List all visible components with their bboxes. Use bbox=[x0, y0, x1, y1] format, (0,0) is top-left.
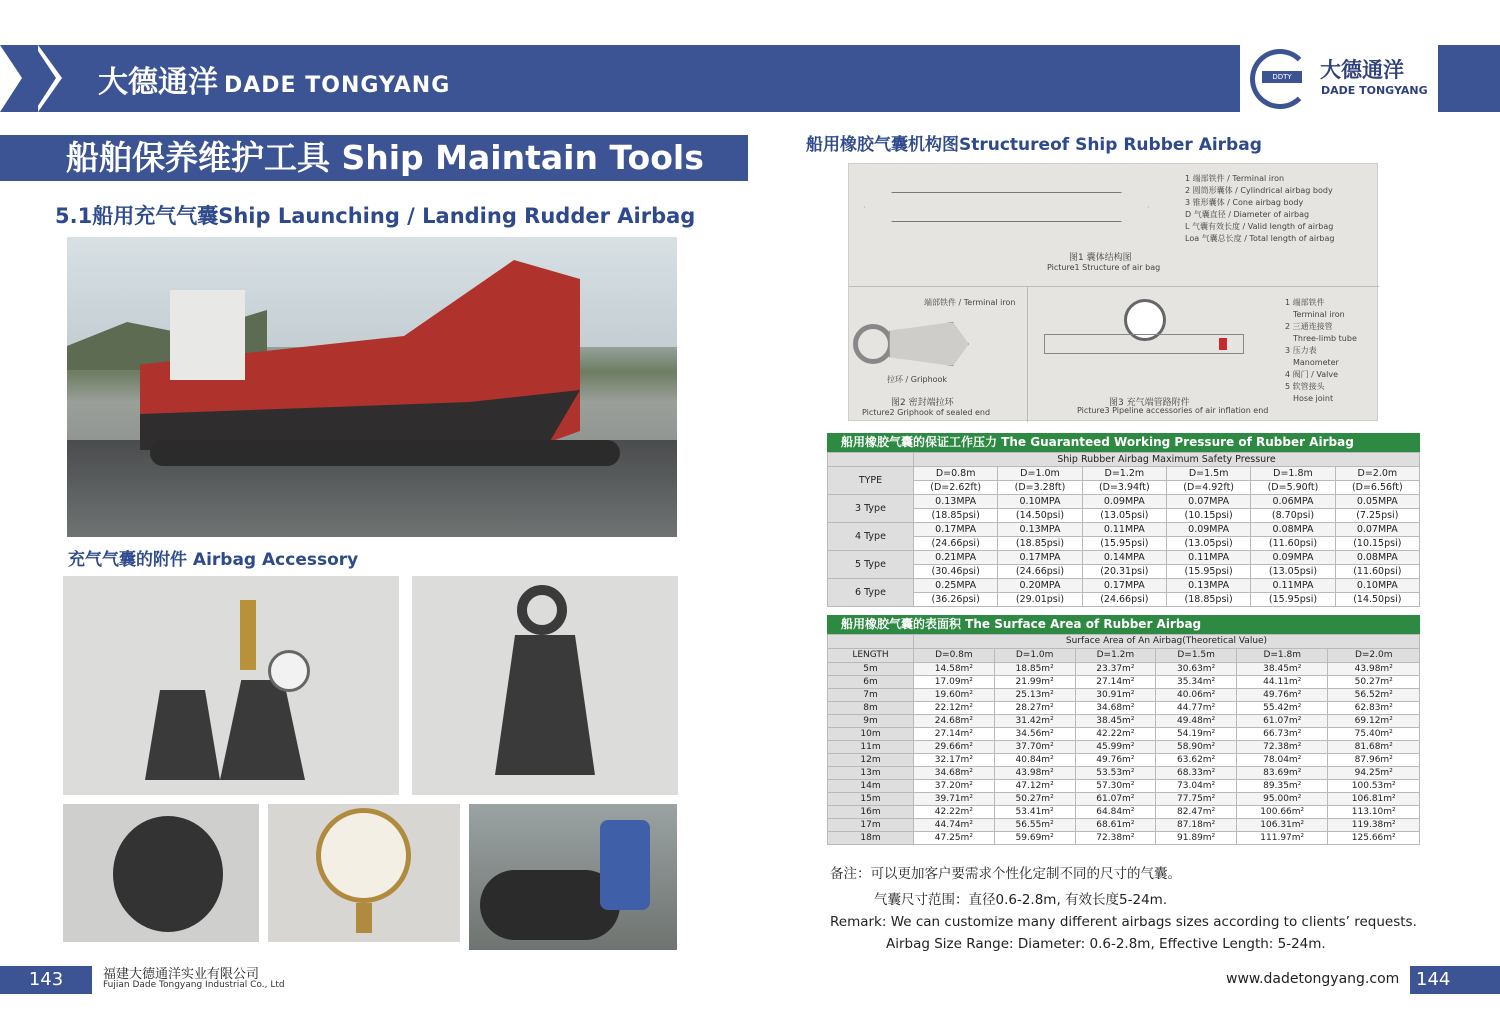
table-row bbox=[828, 728, 1420, 741]
table-cell: 17.09m² bbox=[914, 676, 995, 689]
column-header: D=1.0m bbox=[998, 467, 1082, 481]
table-row bbox=[828, 832, 1420, 845]
table-cell: 49.48m² bbox=[1156, 715, 1237, 728]
table-cell: (36.26psi) bbox=[914, 593, 998, 607]
row-header: 5 Type bbox=[828, 551, 914, 579]
table-row bbox=[828, 793, 1420, 806]
table-row bbox=[828, 565, 1420, 579]
table-cell: 42.22m² bbox=[1075, 728, 1156, 741]
column-header: (D=6.56ft) bbox=[1335, 481, 1419, 495]
airbag-shape bbox=[480, 870, 620, 940]
column-header: (D=3.94ft) bbox=[1082, 481, 1166, 495]
table-cell: 34.56m² bbox=[994, 728, 1075, 741]
table-cell: 0.11MPA bbox=[1082, 523, 1166, 537]
table-cell: 30.91m² bbox=[1075, 689, 1156, 702]
pic1-caption-cn: 图1 囊体结构图 bbox=[1069, 253, 1132, 263]
table-cell bbox=[828, 453, 914, 467]
table-row bbox=[828, 780, 1420, 793]
row-header: 9m bbox=[828, 715, 914, 728]
remark-line: 备注：可以更加客户要需求个性化定制不同的尺寸的气囊。 bbox=[830, 866, 1181, 882]
ship-superstructure bbox=[170, 290, 245, 380]
table-cell: 37.70m² bbox=[994, 741, 1075, 754]
table-cell: 82.47m² bbox=[1156, 806, 1237, 819]
table-cell: 44.77m² bbox=[1156, 702, 1237, 715]
table-row bbox=[828, 551, 1420, 565]
legend-item: D 气囊直径 / Diameter of airbag bbox=[1185, 210, 1310, 219]
row-header: 8m bbox=[828, 702, 914, 715]
table-cell: 14.58m² bbox=[914, 663, 995, 676]
table-cell: 0.17MPA bbox=[914, 523, 998, 537]
table-cell: 0.13MPA bbox=[998, 523, 1082, 537]
legend-item: 1 端部铁件 bbox=[1285, 298, 1325, 307]
table-cell: 29.66m² bbox=[914, 741, 995, 754]
logo-text-en: DADE TONGYANG bbox=[1321, 84, 1428, 97]
table-cell: 75.40m² bbox=[1328, 728, 1420, 741]
table-cell: 39.71m² bbox=[914, 793, 995, 806]
table-cell: 100.66m² bbox=[1237, 806, 1328, 819]
table-cell: (7.25psi) bbox=[1335, 509, 1419, 523]
table-cell: 21.99m² bbox=[994, 676, 1075, 689]
table-cell: 0.21MPA bbox=[914, 551, 998, 565]
row-header: 7m bbox=[828, 689, 914, 702]
table-cell: 113.10m² bbox=[1328, 806, 1420, 819]
company-name-en: Fujian Dade Tongyang Industrial Co., Ltd bbox=[103, 980, 285, 990]
griphook-ring-shape bbox=[517, 585, 567, 635]
legend-item: 1 端部铁件 / Terminal iron bbox=[1185, 174, 1285, 183]
website-link[interactable]: www.dadetongyang.com bbox=[1226, 971, 1400, 987]
table-cell: (14.50psi) bbox=[1335, 593, 1419, 607]
table-cell: 27.14m² bbox=[914, 728, 995, 741]
divider bbox=[849, 286, 1379, 287]
table-cell: (15.95psi) bbox=[1166, 565, 1250, 579]
table-cell: 42.22m² bbox=[914, 806, 995, 819]
table-row bbox=[828, 453, 1420, 467]
row-header: 12m bbox=[828, 754, 914, 767]
griphook-ring-icon bbox=[853, 324, 893, 364]
table-cell: 56.52m² bbox=[1328, 689, 1420, 702]
column-header: D=1.5m bbox=[1166, 467, 1250, 481]
valve-icon bbox=[1219, 338, 1227, 350]
column-header: (D=3.28ft) bbox=[998, 481, 1082, 495]
table-cell: 61.07m² bbox=[1237, 715, 1328, 728]
table-cell: 23.37m² bbox=[1075, 663, 1156, 676]
legend-item: Three-limb tube bbox=[1293, 334, 1357, 343]
legend-item: Hose joint bbox=[1293, 394, 1334, 403]
row-header: 4 Type bbox=[828, 523, 914, 551]
table-cell: 0.09MPA bbox=[1166, 523, 1250, 537]
pic3-caption-en: Picture3 Pipeline accessories of air inflation end bbox=[1077, 406, 1269, 415]
row-header: 6 Type bbox=[828, 579, 914, 607]
table-cell: 44.74m² bbox=[914, 819, 995, 832]
table-cell: (30.46psi) bbox=[914, 565, 998, 579]
legend-item: Manometer bbox=[1293, 358, 1339, 367]
table-cell: 100.53m² bbox=[1328, 780, 1420, 793]
company-name-cn: 福建大德通洋实业有限公司 bbox=[103, 967, 260, 982]
table-row bbox=[828, 806, 1420, 819]
column-header: D=1.0m bbox=[994, 649, 1075, 663]
table-cell: 66.73m² bbox=[1237, 728, 1328, 741]
area-table-block bbox=[827, 615, 1420, 845]
legend-item: Terminal iron bbox=[1293, 310, 1345, 319]
table-cell: 0.13MPA bbox=[1166, 579, 1250, 593]
table-cell: 91.89m² bbox=[1156, 832, 1237, 845]
table-row bbox=[828, 689, 1420, 702]
row-header: 16m bbox=[828, 806, 914, 819]
table-cell: (24.66psi) bbox=[998, 565, 1082, 579]
legend-item: 3 压力表 bbox=[1285, 346, 1317, 355]
table-cell: 62.83m² bbox=[1328, 702, 1420, 715]
table-cell: (11.60psi) bbox=[1335, 565, 1419, 579]
airbag-structure-diagram bbox=[848, 163, 1378, 421]
table-cell: 37.20m² bbox=[914, 780, 995, 793]
table-cell: 0.25MPA bbox=[914, 579, 998, 593]
table-cell: (18.85psi) bbox=[998, 537, 1082, 551]
table-cell: 24.68m² bbox=[914, 715, 995, 728]
column-header: D=0.8m bbox=[914, 649, 995, 663]
table-cell: 0.13MPA bbox=[914, 495, 998, 509]
iron-endcap-shape bbox=[113, 816, 223, 932]
table-cell: 0.14MPA bbox=[1082, 551, 1166, 565]
brand-en: DADE TONGYANG bbox=[224, 73, 451, 98]
table-caption: Ship Rubber Airbag Maximum Safety Pressure bbox=[914, 453, 1420, 467]
table-cell: 0.05MPA bbox=[1335, 495, 1419, 509]
pic2-caption-cn: 图2 密封端拉环 bbox=[891, 398, 954, 408]
table-cell: 111.97m² bbox=[1237, 832, 1328, 845]
table-cell: (13.05psi) bbox=[1166, 537, 1250, 551]
column-header: (D=2.62ft) bbox=[914, 481, 998, 495]
table-cell: (15.95psi) bbox=[1251, 593, 1335, 607]
table-cell: 57.30m² bbox=[1075, 780, 1156, 793]
table-cell: 27.14m² bbox=[1075, 676, 1156, 689]
table-cell: 0.17MPA bbox=[998, 551, 1082, 565]
table-cell: 125.66m² bbox=[1328, 832, 1420, 845]
subtitle: 5.1船用充气气囊Ship Launching / Landing Rudder Airbag bbox=[55, 204, 696, 228]
table-cell: 64.84m² bbox=[1075, 806, 1156, 819]
pic1-caption-en: Picture1 Structure of air bag bbox=[1047, 263, 1161, 272]
gauge-stem-shape bbox=[356, 903, 372, 933]
diagram-legend-1 bbox=[1185, 173, 1334, 245]
row-header: 14m bbox=[828, 780, 914, 793]
table-cell: 69.12m² bbox=[1328, 715, 1420, 728]
table-row bbox=[828, 537, 1420, 551]
table-cell: 49.76m² bbox=[1237, 689, 1328, 702]
pipeline-icon bbox=[1044, 334, 1244, 354]
remark-line: Remark: We can customize many different airbags sizes according to clients’ requests. bbox=[830, 914, 1417, 930]
table-cell: 30.63m² bbox=[1156, 663, 1237, 676]
table-cell: (11.60psi) bbox=[1251, 537, 1335, 551]
column-header: D=1.8m bbox=[1237, 649, 1328, 663]
table-cell: 43.98m² bbox=[994, 767, 1075, 780]
row-header: 6m bbox=[828, 676, 914, 689]
brand-title bbox=[98, 57, 450, 101]
table-cell bbox=[828, 635, 914, 649]
table-cell: 0.09MPA bbox=[1082, 495, 1166, 509]
table-cell: 40.84m² bbox=[994, 754, 1075, 767]
table-cell: 61.07m² bbox=[1075, 793, 1156, 806]
pressure-table-block bbox=[827, 433, 1420, 607]
table-row bbox=[828, 676, 1420, 689]
row-header: 13m bbox=[828, 767, 914, 780]
table-cell: 54.19m² bbox=[1156, 728, 1237, 741]
airbag-outline-shape bbox=[864, 192, 1149, 222]
logo-text-cn: 大德通洋 bbox=[1320, 58, 1404, 82]
table-cell: 0.17MPA bbox=[1082, 579, 1166, 593]
column-header: D=2.0m bbox=[1328, 649, 1420, 663]
table-row bbox=[828, 579, 1420, 593]
table-cell: 63.62m² bbox=[1156, 754, 1237, 767]
table-row bbox=[828, 649, 1420, 663]
table-row bbox=[828, 523, 1420, 537]
pic2-caption-en: Picture2 Griphook of sealed end bbox=[862, 408, 991, 417]
table-cell: 0.06MPA bbox=[1251, 495, 1335, 509]
legend-item: 3 锥形囊体 / Cone airbag body bbox=[1185, 198, 1304, 207]
table-cell: 59.69m² bbox=[994, 832, 1075, 845]
table-cell: 0.07MPA bbox=[1335, 523, 1419, 537]
table-cell: (24.66psi) bbox=[1082, 593, 1166, 607]
table-cell: 78.04m² bbox=[1237, 754, 1328, 767]
table-row bbox=[828, 715, 1420, 728]
table-row bbox=[828, 702, 1420, 715]
table-cell: 47.25m² bbox=[914, 832, 995, 845]
table-cell: 50.27m² bbox=[1328, 676, 1420, 689]
column-header: (D=4.92ft) bbox=[1166, 481, 1250, 495]
remark-line: Airbag Size Range: Diameter: 0.6-2.8m, Effective Length: 5-24m. bbox=[886, 936, 1326, 952]
column-header: D=1.2m bbox=[1075, 649, 1156, 663]
divider bbox=[1027, 286, 1028, 422]
table-cell: 68.61m² bbox=[1075, 819, 1156, 832]
table-cell: (24.66psi) bbox=[914, 537, 998, 551]
area-table bbox=[827, 634, 1420, 845]
row-header: 10m bbox=[828, 728, 914, 741]
pressure-gauge-icon bbox=[268, 650, 310, 692]
column-header: D=0.8m bbox=[914, 467, 998, 481]
structure-title: 船用橡胶气囊机构图Structureof Ship Rubber Airbag bbox=[806, 135, 1262, 155]
table-cell: 38.45m² bbox=[1237, 663, 1328, 676]
table-cell: 72.38m² bbox=[1075, 832, 1156, 845]
worker-shape bbox=[600, 820, 650, 910]
table-cell: (10.15psi) bbox=[1335, 537, 1419, 551]
table-cell: 40.06m² bbox=[1156, 689, 1237, 702]
table-cell: 87.18m² bbox=[1156, 819, 1237, 832]
table-cell: 0.11MPA bbox=[1251, 579, 1335, 593]
table-cell: 49.76m² bbox=[1075, 754, 1156, 767]
legend-item: 2 三通连接管 bbox=[1285, 322, 1333, 331]
brand-cn: 大德通洋 bbox=[98, 65, 218, 100]
table-cell: 0.09MPA bbox=[1251, 551, 1335, 565]
table-cell: 53.41m² bbox=[994, 806, 1075, 819]
table-cell: 73.04m² bbox=[1156, 780, 1237, 793]
page-number-right: 144 bbox=[1410, 966, 1500, 994]
table-row bbox=[828, 741, 1420, 754]
table-cell: 0.08MPA bbox=[1335, 551, 1419, 565]
pressure-table-title: 船用橡胶气囊的保证工作压力 The Guaranteed Working Pressure of Rubber Airbag bbox=[827, 433, 1420, 452]
table-cell: 0.11MPA bbox=[1166, 551, 1250, 565]
legend-item: 4 阀门 / Valve bbox=[1285, 370, 1339, 379]
page-number-left: 143 bbox=[0, 966, 92, 994]
table-cell: (13.05psi) bbox=[1082, 509, 1166, 523]
table-cell: 0.08MPA bbox=[1251, 523, 1335, 537]
column-header: D=1.8m bbox=[1251, 467, 1335, 481]
table-cell: 83.69m² bbox=[1237, 767, 1328, 780]
table-cell: (18.85psi) bbox=[1166, 593, 1250, 607]
table-cell: 106.31m² bbox=[1237, 819, 1328, 832]
pic3-caption-cn: 图3 充气端管路附件 bbox=[1109, 398, 1190, 408]
table-cell: 22.12m² bbox=[914, 702, 995, 715]
table-cell: 25.13m² bbox=[994, 689, 1075, 702]
table-row bbox=[828, 467, 1420, 481]
table-cell: 0.10MPA bbox=[1335, 579, 1419, 593]
row-header: 11m bbox=[828, 741, 914, 754]
table-cell: 19.60m² bbox=[914, 689, 995, 702]
table-row bbox=[828, 509, 1420, 523]
table-cell: (10.15psi) bbox=[1166, 509, 1250, 523]
row-header: 18m bbox=[828, 832, 914, 845]
table-cell: 87.96m² bbox=[1328, 754, 1420, 767]
table-cell: 94.25m² bbox=[1328, 767, 1420, 780]
table-cell: 106.81m² bbox=[1328, 793, 1420, 806]
length-header: LENGTH bbox=[828, 649, 914, 663]
pressure-table bbox=[827, 452, 1420, 607]
row-header: 17m bbox=[828, 819, 914, 832]
table-cell: 58.90m² bbox=[1156, 741, 1237, 754]
pic2-label: 拉环 / Griphook bbox=[887, 375, 948, 384]
accessory-title: 充气气囊的附件 Airbag Accessory bbox=[68, 550, 359, 570]
airbag-roll bbox=[150, 440, 620, 466]
table-cell: (8.70psi) bbox=[1251, 509, 1335, 523]
legend-item: 5 软管接头 bbox=[1285, 382, 1325, 391]
table-row bbox=[828, 754, 1420, 767]
table-cell: 72.38m² bbox=[1237, 741, 1328, 754]
table-cell: 44.11m² bbox=[1237, 676, 1328, 689]
remarks-block bbox=[830, 862, 1417, 958]
table-cell: 81.68m² bbox=[1328, 741, 1420, 754]
header-bar-right bbox=[1438, 45, 1500, 112]
table-row bbox=[828, 819, 1420, 832]
table-cell: 77.75m² bbox=[1156, 793, 1237, 806]
table-cell: 56.55m² bbox=[994, 819, 1075, 832]
valve-pipe-shape bbox=[240, 600, 256, 670]
table-cell: (29.01psi) bbox=[998, 593, 1082, 607]
logo-badge: DDTY bbox=[1262, 71, 1302, 83]
table-row bbox=[828, 481, 1420, 495]
table-cell: 53.53m² bbox=[1075, 767, 1156, 780]
row-header: 3 Type bbox=[828, 495, 914, 523]
table-row bbox=[828, 767, 1420, 780]
gauge-dial-icon bbox=[316, 808, 411, 903]
table-cell: 95.00m² bbox=[1237, 793, 1328, 806]
legend-item: 2 圆筒形囊体 / Cylindrical airbag body bbox=[1185, 186, 1333, 195]
table-cell: (13.05psi) bbox=[1251, 565, 1335, 579]
table-cell: 68.33m² bbox=[1156, 767, 1237, 780]
row-header: 5m bbox=[828, 663, 914, 676]
table-cell: 89.35m² bbox=[1237, 780, 1328, 793]
table-row bbox=[828, 593, 1420, 607]
row-header: 15m bbox=[828, 793, 914, 806]
table-cell: 34.68m² bbox=[1075, 702, 1156, 715]
column-header: D=2.0m bbox=[1335, 467, 1419, 481]
table-cell: 31.42m² bbox=[994, 715, 1075, 728]
table-cell: 50.27m² bbox=[994, 793, 1075, 806]
table-cell: 38.45m² bbox=[1075, 715, 1156, 728]
chevron-decoration bbox=[0, 45, 22, 112]
column-header: D=1.5m bbox=[1156, 649, 1237, 663]
table-cell: (18.85psi) bbox=[914, 509, 998, 523]
table-cell: 0.10MPA bbox=[998, 495, 1082, 509]
chevron-decoration bbox=[34, 45, 56, 112]
column-header: (D=5.90ft) bbox=[1251, 481, 1335, 495]
table-cell: 55.42m² bbox=[1237, 702, 1328, 715]
area-table-title: 船用橡胶气囊的表面积 The Surface Area of Rubber Airbag bbox=[827, 615, 1420, 634]
table-cell: 35.34m² bbox=[1156, 676, 1237, 689]
table-cell: 45.99m² bbox=[1075, 741, 1156, 754]
section-title: 船舶保养维护工具 Ship Maintain Tools bbox=[0, 135, 748, 181]
remark-line: 气囊尺寸范围：直径0.6-2.8m, 有效长度5-24m. bbox=[874, 892, 1168, 908]
table-cell: 119.38m² bbox=[1328, 819, 1420, 832]
table-cell: (15.95psi) bbox=[1082, 537, 1166, 551]
terminal-iron-icon bbox=[889, 322, 969, 366]
column-header: D=1.2m bbox=[1082, 467, 1166, 481]
table-cell: 28.27m² bbox=[994, 702, 1075, 715]
table-row bbox=[828, 495, 1420, 509]
table-cell: 32.17m² bbox=[914, 754, 995, 767]
table-cell: 0.07MPA bbox=[1166, 495, 1250, 509]
table-cell: 47.12m² bbox=[994, 780, 1075, 793]
table-row bbox=[828, 663, 1420, 676]
table-row bbox=[828, 635, 1420, 649]
table-cell: 43.98m² bbox=[1328, 663, 1420, 676]
legend-item: Loa 气囊总长度 / Total length of airbag bbox=[1185, 234, 1335, 243]
table-cell: 18.85m² bbox=[994, 663, 1075, 676]
pic2-label: 端部铁件 / Terminal iron bbox=[924, 298, 1016, 307]
table-caption: Surface Area of An Airbag(Theoretical Value) bbox=[914, 635, 1420, 649]
table-cell: (20.31psi) bbox=[1082, 565, 1166, 579]
table-cell: 34.68m² bbox=[914, 767, 995, 780]
type-header: TYPE bbox=[828, 467, 914, 495]
table-cell: (14.50psi) bbox=[998, 509, 1082, 523]
diagram-legend-3 bbox=[1285, 297, 1357, 405]
table-cell: 0.20MPA bbox=[998, 579, 1082, 593]
legend-item: L 气囊有效长度 / Valid length of airbag bbox=[1185, 222, 1334, 231]
